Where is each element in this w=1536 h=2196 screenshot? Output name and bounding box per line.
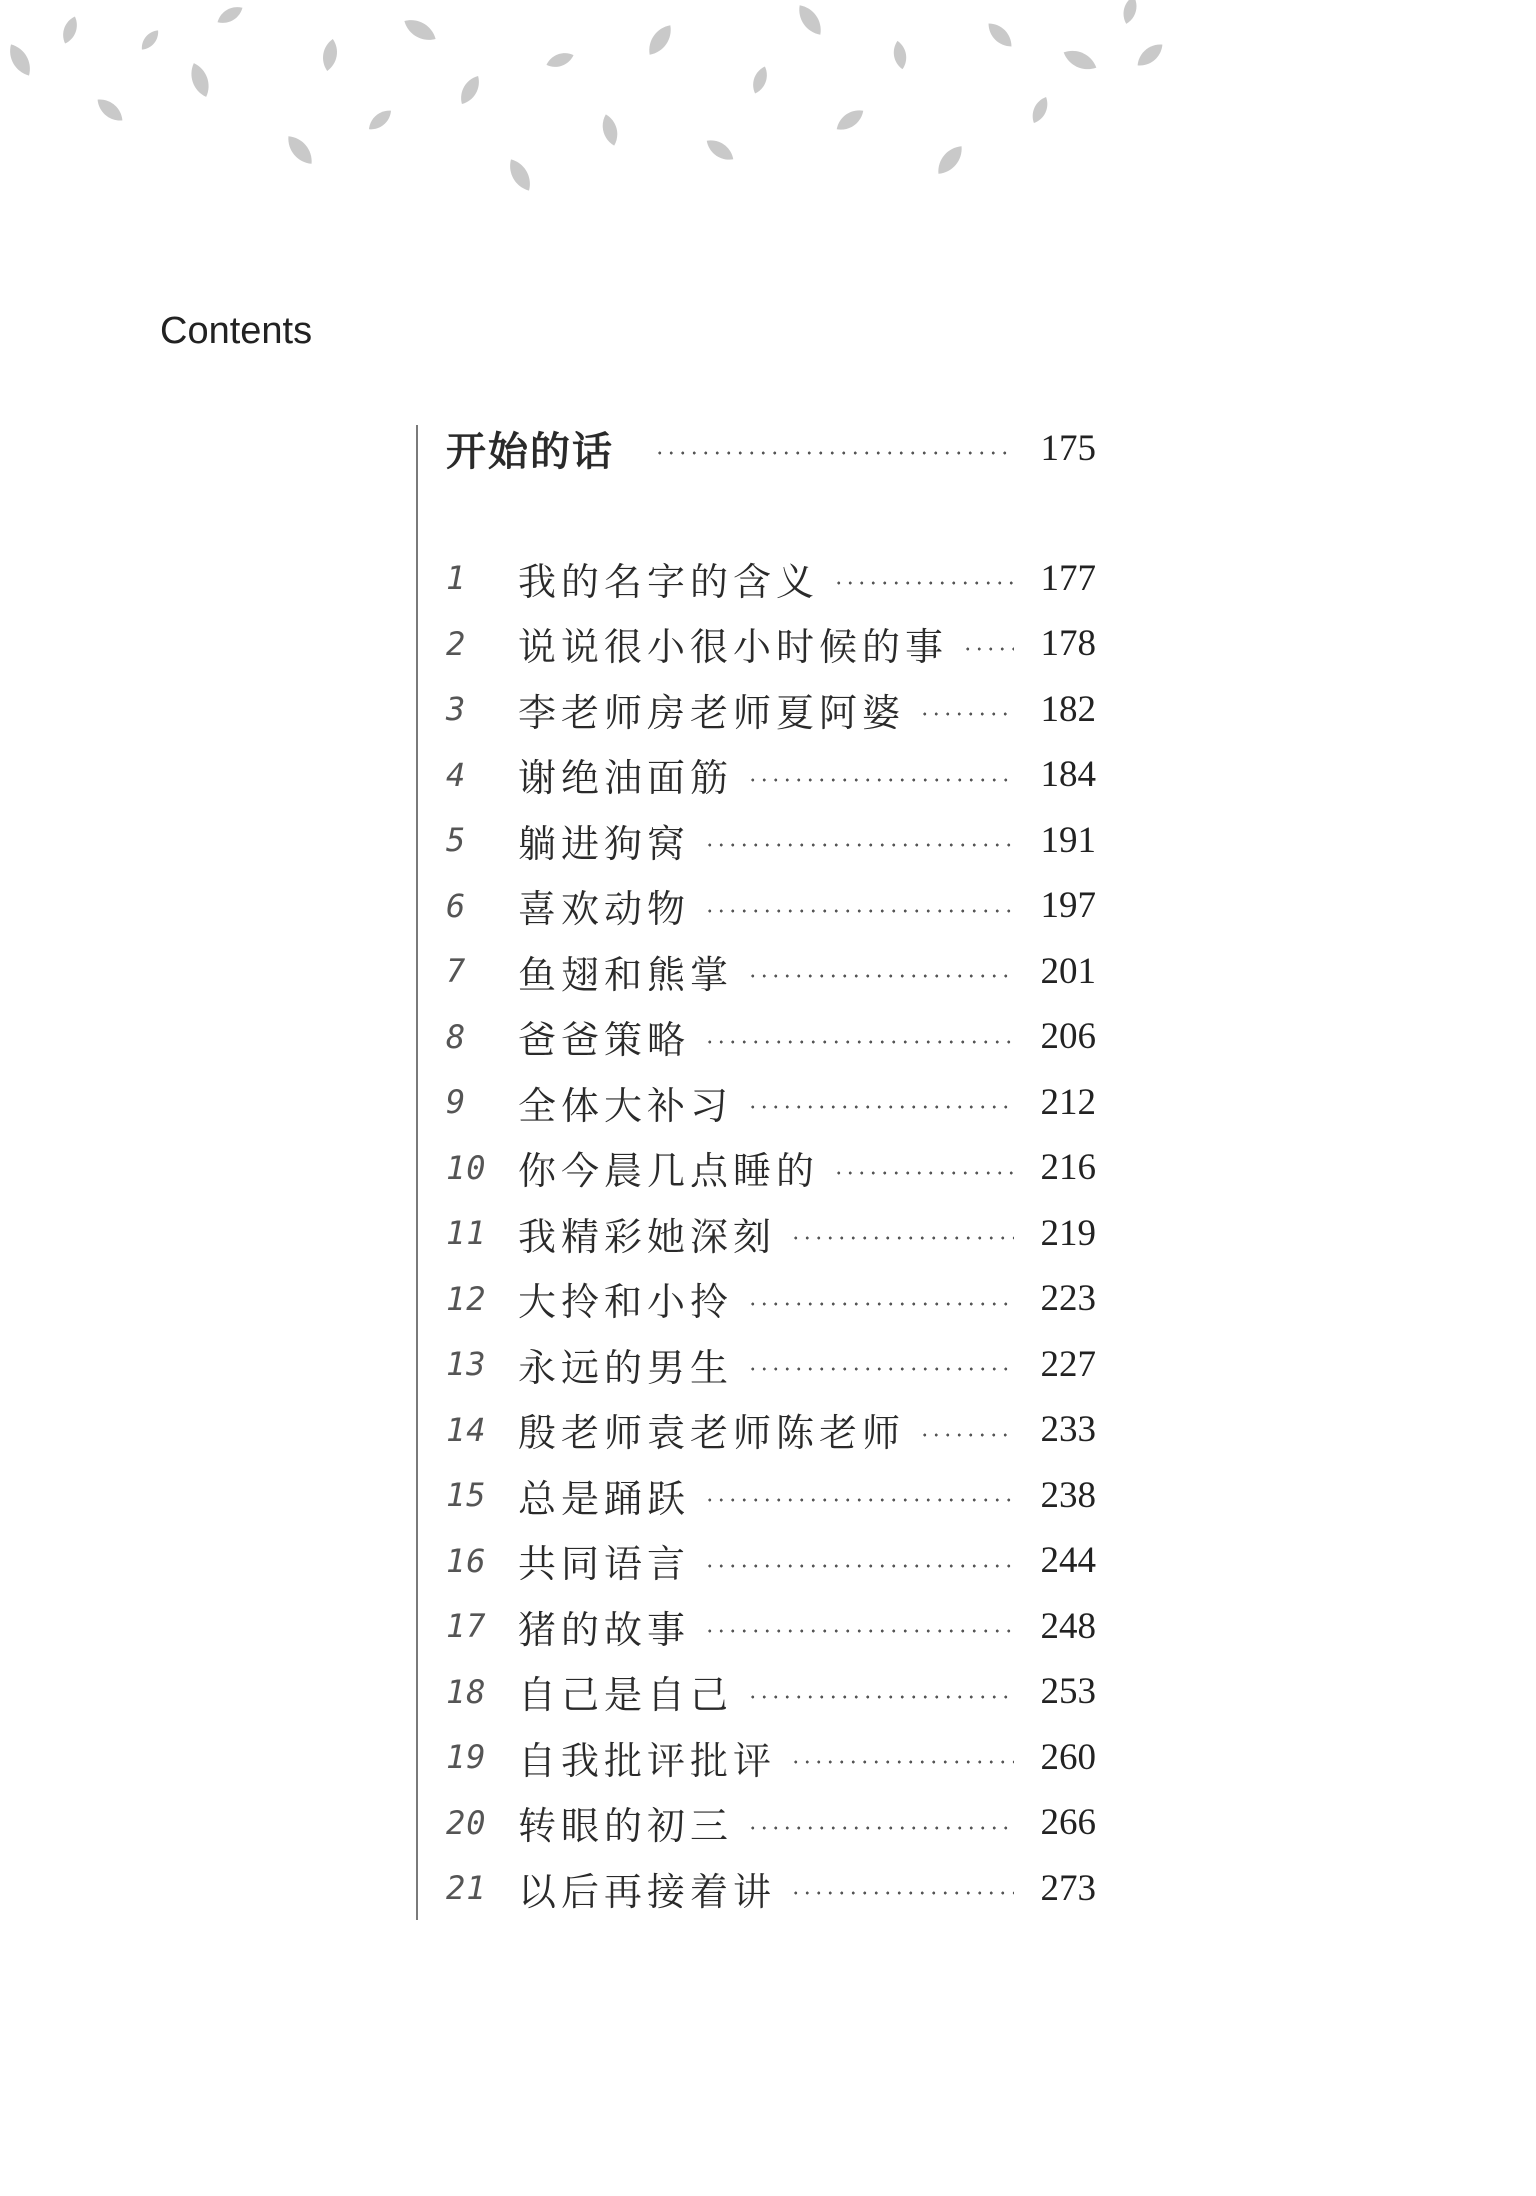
toc-chapter-page: 182 — [1040, 688, 1096, 730]
toc-chapter-title: 你今晨几点睡的 — [518, 1149, 820, 1193]
dot-leader — [962, 647, 1014, 651]
dot-leader — [919, 712, 1014, 716]
toc-chapter-page: 253 — [1040, 1671, 1096, 1712]
toc-chapter-number: 4 — [446, 755, 467, 794]
toc-intro-title: 开始的话 — [446, 427, 614, 475]
toc-chapter-number: 10 — [446, 1148, 487, 1187]
toc-chapter-page: 197 — [1040, 885, 1096, 926]
toc-chapter-number: 8 — [446, 1017, 467, 1056]
leaf-icon — [5, 41, 36, 80]
toc-chapter-number: 14 — [446, 1410, 487, 1449]
toc-intro-row[interactable] — [446, 418, 1096, 478]
toc-chapter-title: 大拎和小拎 — [518, 1280, 734, 1324]
toc-chapter-title: 永远的男生 — [518, 1345, 734, 1390]
toc-chapter-row[interactable] — [446, 1596, 1096, 1656]
toc-chapter-title: 自我批评批评 — [518, 1738, 777, 1783]
toc-chapter-row[interactable] — [446, 1727, 1096, 1787]
toc-chapter-title: 谢绝油面筋 — [518, 756, 734, 800]
leaf-icon — [833, 105, 867, 135]
leaf-icon — [59, 14, 80, 45]
leaf-icon — [187, 61, 213, 100]
leaf-icon — [138, 27, 162, 53]
toc-chapter-row[interactable] — [446, 1858, 1096, 1918]
leaf-icon — [544, 49, 575, 70]
dot-leader — [747, 1367, 1014, 1371]
toc-chapter-number: 13 — [446, 1345, 487, 1383]
toc-chapter-row[interactable] — [446, 1269, 1096, 1329]
leaf-icon — [283, 131, 318, 168]
leaf-icon — [794, 1, 827, 39]
dot-leader — [654, 451, 1014, 455]
toc-chapter-number: 6 — [446, 886, 467, 925]
leaf-icon — [703, 135, 737, 165]
toc-chapter-row[interactable] — [446, 810, 1096, 870]
toc-chapter-number: 7 — [446, 952, 467, 990]
dot-leader — [833, 1171, 1014, 1175]
toc-chapter-title: 全体大补习 — [518, 1083, 734, 1128]
toc-chapter-number: 1 — [446, 559, 467, 597]
dot-leader — [790, 1236, 1014, 1240]
toc-chapter-number: 12 — [446, 1279, 487, 1318]
dot-leader — [747, 1105, 1014, 1109]
leaf-icon — [505, 156, 536, 195]
leaf-icon — [749, 64, 770, 95]
leaf-icon — [365, 106, 395, 134]
toc-chapter-page: 184 — [1040, 754, 1096, 795]
toc-chapter-page: 201 — [1040, 950, 1096, 992]
toc-chapter-title: 殷老师袁老师陈老师 — [518, 1411, 906, 1455]
toc-chapter-title: 我精彩她深刻 — [518, 1214, 777, 1259]
toc-chapter-number: 11 — [446, 1214, 487, 1252]
toc-chapter-title: 鱼翅和熊掌 — [518, 952, 734, 997]
toc-chapter-page: 244 — [1040, 1540, 1096, 1581]
dot-leader — [747, 974, 1014, 978]
toc-chapter-row[interactable] — [446, 1662, 1096, 1722]
toc-chapter-number: 16 — [446, 1541, 487, 1580]
toc-chapter-title: 爸爸策略 — [518, 1018, 691, 1062]
toc-chapter-title: 总是踊跃 — [518, 1476, 691, 1521]
toc-chapter-row[interactable] — [446, 1531, 1096, 1591]
toc-chapter-title: 说说很小很小时候的事 — [518, 625, 949, 669]
leaf-icon — [456, 73, 484, 108]
dot-leader — [704, 1564, 1014, 1568]
toc-chapter-page: 191 — [1040, 819, 1096, 861]
toc-chapter-page: 206 — [1040, 1016, 1096, 1057]
toc-chapter-number: 9 — [446, 1083, 467, 1121]
leaf-icon — [1061, 46, 1100, 75]
toc-chapter-number: 19 — [446, 1738, 487, 1776]
toc-chapter-row[interactable] — [446, 1465, 1096, 1525]
toc-chapter-page: 178 — [1040, 623, 1096, 664]
toc-chapter-row[interactable] — [446, 1072, 1096, 1132]
leaf-icon — [215, 3, 246, 28]
toc-chapter-page: 212 — [1040, 1081, 1096, 1123]
toc-intro-page: 175 — [1040, 427, 1096, 469]
toc-chapter-number: 2 — [446, 624, 467, 663]
toc-chapter-number: 17 — [446, 1607, 487, 1645]
toc-chapter-page: 260 — [1040, 1736, 1096, 1778]
leaf-icon — [933, 141, 968, 178]
toc-chapter-page: 266 — [1040, 1802, 1096, 1843]
toc-chapter-number: 20 — [446, 1803, 487, 1842]
dot-leader — [833, 581, 1014, 585]
toc-chapter-row[interactable] — [446, 745, 1096, 805]
toc-chapter-row[interactable] — [446, 548, 1096, 608]
toc-chapter-row[interactable] — [446, 679, 1096, 739]
dot-leader — [790, 1760, 1014, 1764]
leaf-icon — [984, 19, 1016, 51]
toc-chapter-row[interactable] — [446, 1203, 1096, 1263]
leaf-icon — [321, 38, 340, 72]
toc-chapter-row[interactable] — [446, 1334, 1096, 1394]
dot-leader — [747, 1695, 1014, 1699]
dot-leader — [790, 1891, 1014, 1895]
toc-chapter-row[interactable] — [446, 1007, 1096, 1067]
leaf-icon — [599, 113, 620, 148]
dot-leader — [704, 1498, 1014, 1502]
toc-chapter-number: 18 — [446, 1672, 487, 1711]
leaf-icon — [1028, 94, 1051, 125]
toc-chapter-page: 177 — [1040, 557, 1096, 599]
toc-chapter-row[interactable] — [446, 876, 1096, 936]
toc-chapter-number: 3 — [446, 690, 467, 728]
toc-chapter-row[interactable] — [446, 1138, 1096, 1198]
leaf-icon — [644, 21, 677, 59]
dot-leader — [704, 843, 1014, 847]
toc-chapter-page: 248 — [1040, 1605, 1096, 1647]
dot-leader — [919, 1433, 1014, 1437]
toc-chapter-title: 转眼的初三 — [518, 1804, 734, 1848]
toc-chapter-number: 15 — [446, 1476, 487, 1514]
toc-chapter-title: 躺进狗窝 — [518, 821, 691, 866]
toc-chapter-row[interactable] — [446, 614, 1096, 674]
dot-leader — [704, 1629, 1014, 1633]
dot-leader — [747, 778, 1014, 782]
toc-chapter-page: 219 — [1040, 1212, 1096, 1254]
toc-chapter-number: 21 — [446, 1869, 487, 1907]
toc-chapter-page: 273 — [1040, 1867, 1096, 1909]
leaf-icon — [401, 15, 440, 46]
toc-chapter-title: 猪的故事 — [518, 1607, 691, 1652]
toc-chapter-row[interactable] — [446, 1400, 1096, 1460]
toc-chapter-row[interactable] — [446, 1793, 1096, 1853]
toc-chapter-row[interactable] — [446, 941, 1096, 1001]
dot-leader — [704, 1040, 1014, 1044]
contents-heading: Contents — [160, 310, 313, 352]
toc-chapter-title: 自己是自己 — [518, 1673, 734, 1717]
dot-leader — [704, 909, 1014, 913]
leaf-icon — [93, 94, 126, 125]
leaf-decoration — [0, 0, 1536, 230]
dot-leader — [747, 1302, 1014, 1306]
toc-chapter-page: 216 — [1040, 1147, 1096, 1188]
toc-chapter-page: 227 — [1040, 1343, 1096, 1385]
dot-leader — [747, 1826, 1014, 1830]
toc-chapter-page: 233 — [1040, 1409, 1096, 1450]
toc-chapter-page: 223 — [1040, 1278, 1096, 1319]
leaf-icon — [1120, 0, 1139, 25]
leaf-icon — [1133, 39, 1166, 70]
toc-divider-line — [416, 425, 418, 1920]
toc-chapter-number: 5 — [446, 821, 467, 859]
toc-chapter-title: 喜欢动物 — [518, 887, 691, 931]
leaf-icon — [892, 40, 909, 70]
toc-chapter-title: 共同语言 — [518, 1542, 691, 1586]
toc-chapter-title: 我的名字的含义 — [518, 559, 820, 604]
toc-chapter-title: 李老师房老师夏阿婆 — [518, 690, 906, 735]
toc-chapter-page: 238 — [1040, 1474, 1096, 1516]
toc-chapter-title: 以后再接着讲 — [518, 1869, 777, 1914]
